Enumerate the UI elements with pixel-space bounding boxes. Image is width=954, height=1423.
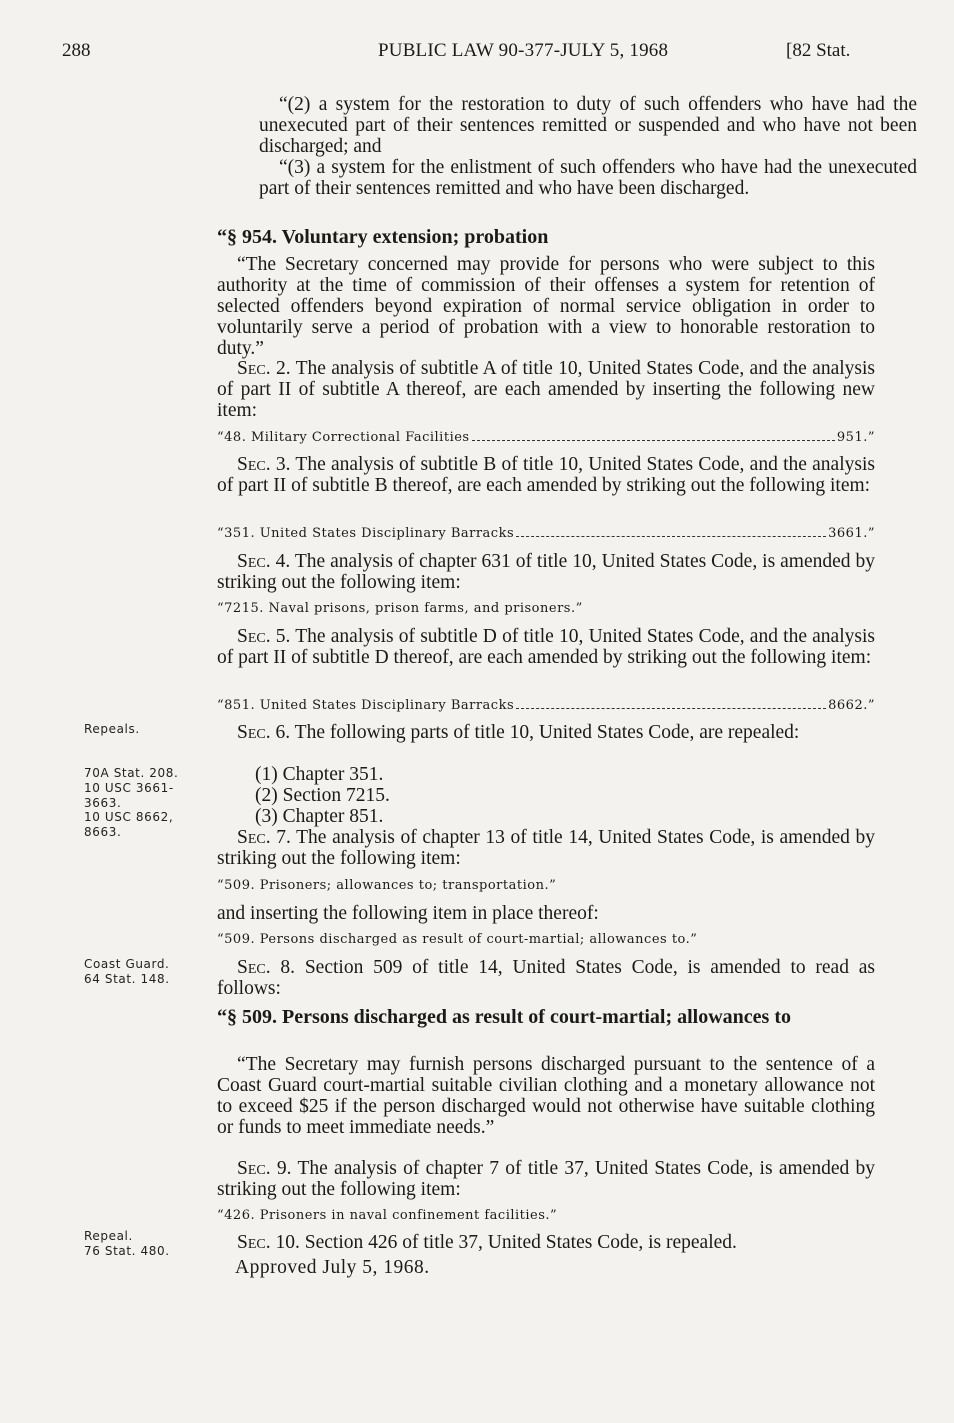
statute-reference: [82 Stat. <box>786 40 851 61</box>
item-351-label: “351. United States Disciplinary Barracks <box>217 526 515 541</box>
section-7-text: The analysis of chapter 13 of title 14, United States Code, is amended by striking out the following item: <box>217 827 875 869</box>
section-4-paragraph <box>217 551 875 593</box>
section-2-label: Sec. 2. <box>237 358 291 379</box>
section-7-label: Sec. 7. <box>237 827 291 848</box>
margin-note-coast-guard: Coast Guard. <box>84 957 170 971</box>
margin-note-repeals: Repeals. <box>84 722 140 736</box>
section-6-paragraph <box>217 722 875 743</box>
item-851-label: “851. United States Disciplinary Barracks <box>217 698 515 713</box>
item-48-label: “48. Military Correctional Facilities <box>217 430 470 445</box>
item-509-old: “509. Prisoners; allowances to; transportation.” <box>217 878 557 893</box>
section-509-heading-text: “§ 509. Persons discharged as result of court-martial; allowances to <box>217 1006 792 1028</box>
section-3-paragraph <box>217 454 875 496</box>
insert-instruction: and inserting the following item in place thereof: <box>217 903 599 924</box>
leader-dots <box>516 536 826 537</box>
item-7215: “7215. Naval prisons, prison farms, and prisoners.” <box>217 601 583 616</box>
section-509-paragraph <box>217 1054 875 1138</box>
list-item: (1) Chapter 351. <box>255 764 384 785</box>
margin-note-citation-1: 70A Stat. 208. <box>84 766 179 780</box>
section-3-text: The analysis of subtitle B of title 10, United States Code, and the analysis of part II of subtitle B thereof, are each amended by striking out the following item: <box>217 454 875 496</box>
section-8-paragraph <box>217 957 875 999</box>
item-851-line <box>217 698 875 714</box>
section-5-text: The analysis of subtitle D of title 10, United States Code, and the analysis of part II of subtitle D thereof, are each amended by striking out the following item: <box>217 626 875 668</box>
item-2-text: “(2) a system for the restoration to duty of such offenders who have had the unexecuted part of their sentences remitted or suspended and who have not been discharged; and <box>259 94 917 157</box>
leader-dots <box>516 708 826 709</box>
item-351-line <box>217 526 875 542</box>
section-954-paragraph <box>217 254 875 359</box>
margin-note-repeal-stat: 76 Stat. 480. <box>84 1244 170 1258</box>
item-48-line <box>217 430 875 446</box>
list-item: (2) Section 7215. <box>255 785 390 806</box>
section-3-label: Sec. 3. <box>237 454 291 475</box>
section-10-label: Sec. 10. <box>237 1232 300 1253</box>
section-4-text: The analysis of chapter 631 of title 10, United States Code, is amended by striking out the following item: <box>217 551 875 593</box>
margin-note-repeal: Repeal. <box>84 1229 133 1243</box>
list-item: (3) Chapter 851. <box>255 806 384 827</box>
item-3-paragraph <box>217 157 917 199</box>
page-number: 288 <box>62 40 91 61</box>
section-10-text: Section 426 of title 37, United States Code, is repealed. <box>304 1232 737 1253</box>
section-7-paragraph <box>217 827 875 869</box>
section-9-paragraph <box>217 1158 875 1200</box>
leader-dots <box>472 440 835 441</box>
item-426: “426. Prisoners in naval confinement facilities.” <box>217 1208 558 1223</box>
section-5-label: Sec. 5. <box>237 626 291 647</box>
section-10-paragraph <box>217 1232 875 1253</box>
section-6-list <box>217 764 913 827</box>
section-6-label: Sec. 6. <box>237 722 291 743</box>
margin-note-coast-guard-stat: 64 Stat. 148. <box>84 972 170 986</box>
item-351-number: 3661.” <box>828 526 875 541</box>
section-8-label: Sec. 8. <box>237 957 296 978</box>
item-2-paragraph <box>217 94 917 157</box>
section-954-text: “The Secretary concerned may provide for persons who were subject to this authority at the time of commission of their offenses a system for retention of selected offenders beyond expiration of normal service obligation in order to voluntarily serve a period of probation with a view to honorable restoration to duty.” <box>217 254 875 359</box>
section-954-heading: “§ 954. Voluntary extension; probation <box>217 226 549 248</box>
section-2-paragraph <box>217 358 875 421</box>
item-48-number: 951.” <box>836 430 875 445</box>
section-6-text: The following parts of title 10, United States Code, are repealed: <box>294 722 800 743</box>
section-8-text: Section 509 of title 14, United States Code, is amended to read as follows: <box>217 957 875 999</box>
section-4-label: Sec. 4. <box>237 551 291 572</box>
margin-note-citation-3: 10 USC 8662, 8663. <box>84 810 174 839</box>
page-title: PUBLIC LAW 90-377-JULY 5, 1968 <box>378 40 669 61</box>
section-509-heading <box>217 1007 875 1028</box>
item-509-new: “509. Persons discharged as result of court-martial; allowances to.” <box>217 932 698 947</box>
approval-date: Approved July 5, 1968. <box>235 1257 430 1278</box>
item-3-text: “(3) a system for the enlistment of such offenders who have had the unexecuted part of their sentences remitted and who have been discharged. <box>259 157 917 199</box>
item-851-number: 8662.” <box>828 698 875 713</box>
margin-note-citation-2: 10 USC 3661-3663. <box>84 781 174 810</box>
section-9-label: Sec. 9. <box>237 1158 292 1179</box>
section-509-text: “The Secretary may furnish persons discharged pursuant to the sentence of a Coast Guard court-martial suitable civilian clothing and a monetary allowance not to exceed $25 if the person discharged would not otherwise have suitable clothing or funds to meet immediate needs.” <box>217 1054 875 1138</box>
section-2-text: The analysis of subtitle A of title 10, United States Code, and the analysis of part II of subtitle A thereof, are each amended by inserting the following new item: <box>217 358 875 421</box>
section-9-text: The analysis of chapter 7 of title 37, United States Code, is amended by striking out the following item: <box>217 1158 875 1200</box>
section-5-paragraph <box>217 626 875 668</box>
